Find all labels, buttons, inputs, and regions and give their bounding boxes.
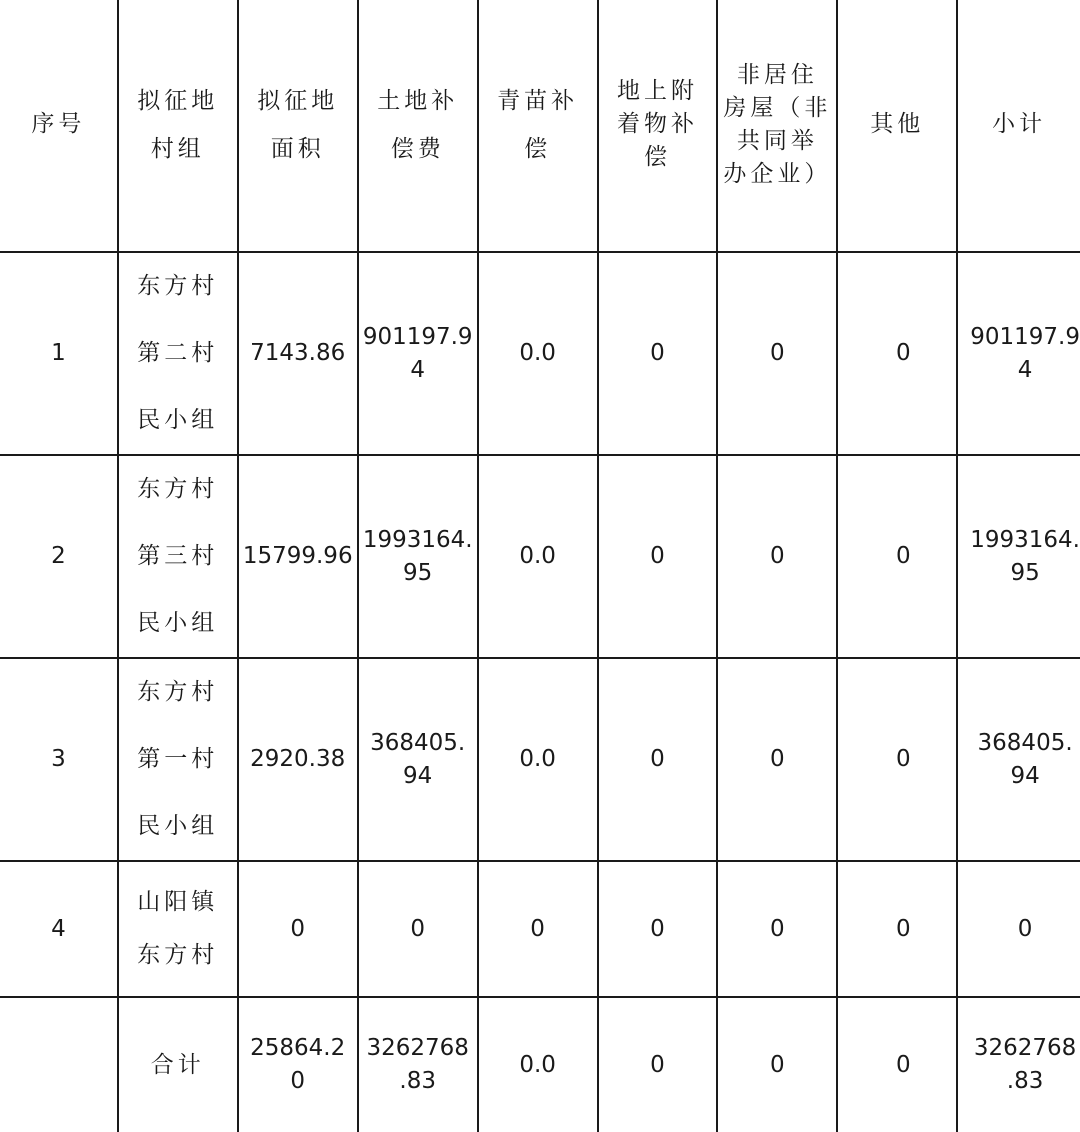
cell-attach-comp: 0 — [598, 455, 718, 658]
header-nonres-housing: 非居住 房屋（非 共同举 办企业） — [717, 0, 837, 252]
cell-attach-comp: 0 — [598, 861, 718, 997]
cell-area: 0 — [238, 861, 358, 997]
cell-area: 15799.96 — [238, 455, 358, 658]
header-subtotal: 小计 — [957, 0, 1080, 252]
total-row — [0, 997, 1080, 1132]
header-other: 其他 — [837, 0, 957, 252]
cell-seq: 2 — [0, 455, 118, 658]
cell-seq: 1 — [0, 252, 118, 455]
cell-crop-comp: 0 — [478, 861, 598, 997]
cell-seq — [0, 997, 118, 1132]
total-nonres: 0 — [717, 997, 837, 1132]
table-row — [0, 861, 1080, 997]
cell-other: 0 — [837, 861, 957, 997]
header-village: 拟征地 村组 — [118, 0, 238, 252]
cell-land-comp: 1993164. 95 — [358, 455, 478, 658]
cell-land-comp: 901197.9 4 — [358, 252, 478, 455]
cell-crop-comp: 0.0 — [478, 658, 598, 861]
cell-village: 山阳镇 东方村 — [118, 861, 238, 997]
total-other: 0 — [837, 997, 957, 1132]
cell-area: 2920.38 — [238, 658, 358, 861]
cell-other: 0 — [837, 455, 957, 658]
total-subtotal: 3262768 .83 — [957, 997, 1080, 1132]
total-area: 25864.2 0 — [238, 997, 358, 1132]
table-row — [0, 455, 1080, 658]
cell-subtotal: 1993164. 95 — [957, 455, 1080, 658]
cell-crop-comp: 0.0 — [478, 455, 598, 658]
cell-village: 东方村 第一村 民小组 — [118, 658, 238, 861]
cell-village: 东方村 第二村 民小组 — [118, 252, 238, 455]
header-crop-comp: 青苗补 偿 — [478, 0, 598, 252]
header-attach-comp: 地上附 着物补 偿 — [598, 0, 718, 252]
header-seq: 序号 — [0, 0, 118, 252]
cell-area: 7143.86 — [238, 252, 358, 455]
cell-crop-comp: 0.0 — [478, 252, 598, 455]
cell-subtotal: 901197.9 4 — [957, 252, 1080, 455]
cell-subtotal: 368405. 94 — [957, 658, 1080, 861]
cell-land-comp: 0 — [358, 861, 478, 997]
cell-nonres: 0 — [717, 861, 837, 997]
cell-attach-comp: 0 — [598, 658, 718, 861]
cell-subtotal: 0 — [957, 861, 1080, 997]
header-row — [0, 0, 1080, 252]
table-row — [0, 658, 1080, 861]
cell-other: 0 — [837, 252, 957, 455]
cell-seq: 4 — [0, 861, 118, 997]
cell-other: 0 — [837, 658, 957, 861]
cell-seq: 3 — [0, 658, 118, 861]
header-area: 拟征地 面积 — [238, 0, 358, 252]
cell-nonres: 0 — [717, 455, 837, 658]
header-land-comp: 土地补 偿费 — [358, 0, 478, 252]
cell-nonres: 0 — [717, 658, 837, 861]
total-crop-comp: 0.0 — [478, 997, 598, 1132]
total-label: 合计 — [118, 997, 238, 1132]
cell-village: 东方村 第三村 民小组 — [118, 455, 238, 658]
cell-attach-comp: 0 — [598, 252, 718, 455]
total-land-comp: 3262768 .83 — [358, 997, 478, 1132]
cell-land-comp: 368405. 94 — [358, 658, 478, 861]
total-attach-comp: 0 — [598, 997, 718, 1132]
table-row — [0, 252, 1080, 455]
cell-nonres: 0 — [717, 252, 837, 455]
